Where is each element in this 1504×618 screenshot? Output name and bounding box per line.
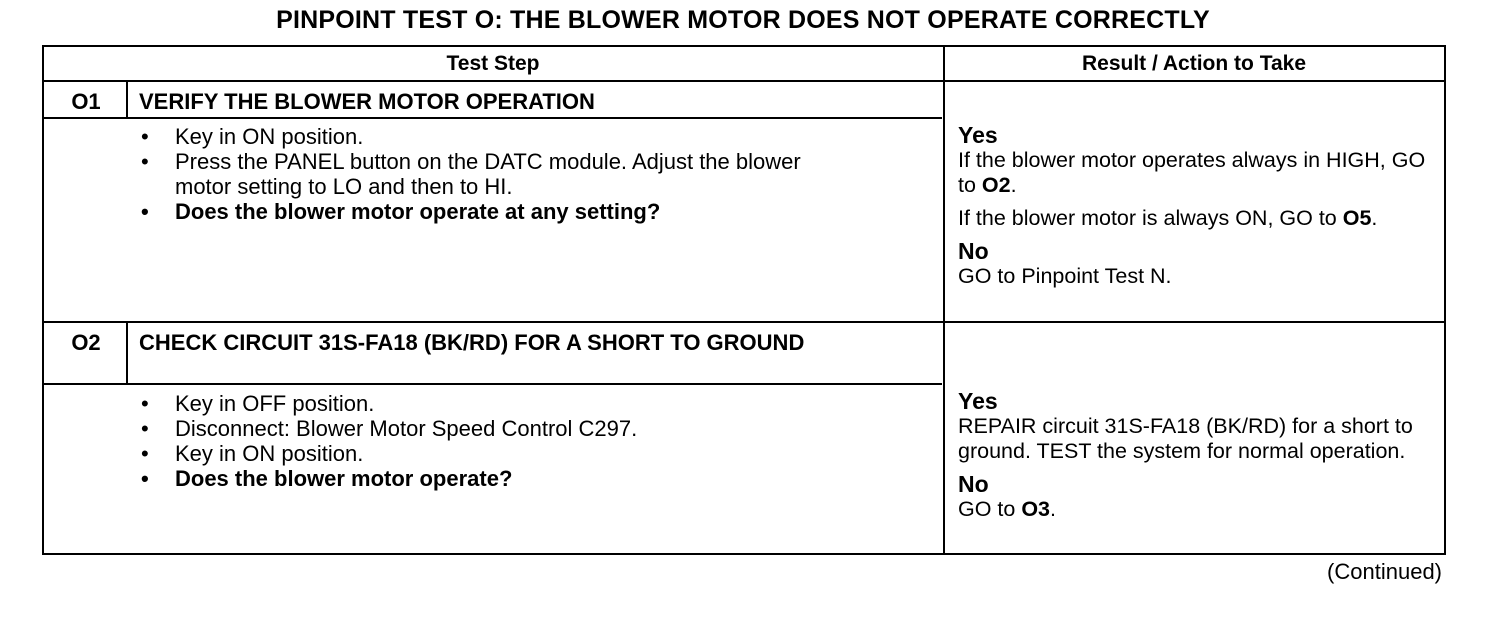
step-o1-yes-action-1-ref: O2 xyxy=(981,173,1011,197)
step-o1-result xyxy=(958,123,1438,297)
step-o2-instruction: • Disconnect: Blower Motor Speed Control C297. xyxy=(139,416,859,441)
step-o1-instruction: • Press the PANEL button on the DATC module. Adjust the blower motor setting to LO and then to HI. xyxy=(139,149,859,199)
column-divider xyxy=(943,47,945,553)
step-o1-no-action: GO to Pinpoint Test N. xyxy=(958,264,1172,288)
step-o1-instructions xyxy=(139,124,859,224)
step-o2-yes-label: Yes xyxy=(958,388,998,414)
step-o1-yes-label: Yes xyxy=(958,122,998,148)
step-o1-title: VERIFY THE BLOWER MOTOR OPERATION xyxy=(139,89,595,114)
result-action-header: Result / Action to Take xyxy=(1081,52,1307,75)
step-o1-yes-action-1: If the blower motor operates always in HIGH, GO to O2. xyxy=(958,148,1426,197)
step-o2-title: CHECK CIRCUIT 31S-FA18 (BK/RD) FOR A SHORT TO GROUND xyxy=(139,330,805,355)
page-title: PINPOINT TEST O: THE BLOWER MOTOR DOES NOT OPERATE CORRECTLY xyxy=(276,6,1210,34)
step-o2-yes-action: REPAIR circuit 31S-FA18 (BK/RD) for a short to ground. TEST the system for normal operation. xyxy=(958,414,1413,463)
step-o2-no-action: GO to O3. xyxy=(958,497,1056,521)
pinpoint-test-table xyxy=(42,45,1446,555)
step-o2-instructions xyxy=(139,391,859,491)
step-o1-question: • Does the blower motor operate at any setting? xyxy=(139,199,859,224)
header-divider xyxy=(44,80,1444,82)
o1-title-divider xyxy=(44,117,942,119)
o2-title-divider xyxy=(44,383,942,385)
step-o1-no-label: No xyxy=(958,238,989,264)
continued-note: (Continued) xyxy=(1327,559,1442,584)
o1-step-number-divider xyxy=(126,81,128,117)
step-o2-instruction: • Key in OFF position. xyxy=(139,391,859,416)
step-o2-no-label: No xyxy=(958,471,989,497)
row-divider xyxy=(44,321,1444,323)
step-o2-question: • Does the blower motor operate? xyxy=(139,466,859,491)
step-o1-instruction: • Key in ON position. xyxy=(139,124,859,149)
test-step-header: Test Step xyxy=(446,52,540,75)
step-o1-yes-action-2-ref: O5 xyxy=(1342,206,1372,230)
step-o2-no-action-ref: O3 xyxy=(1021,497,1051,521)
step-o2-number: O2 xyxy=(71,330,101,355)
o2-step-number-divider xyxy=(126,322,128,383)
step-o2-result xyxy=(958,389,1438,530)
step-o1-number: O1 xyxy=(71,89,101,114)
step-o2-instruction: • Key in ON position. xyxy=(139,441,859,466)
step-o1-yes-action-2: If the blower motor is always ON, GO to O5. xyxy=(958,206,1378,230)
